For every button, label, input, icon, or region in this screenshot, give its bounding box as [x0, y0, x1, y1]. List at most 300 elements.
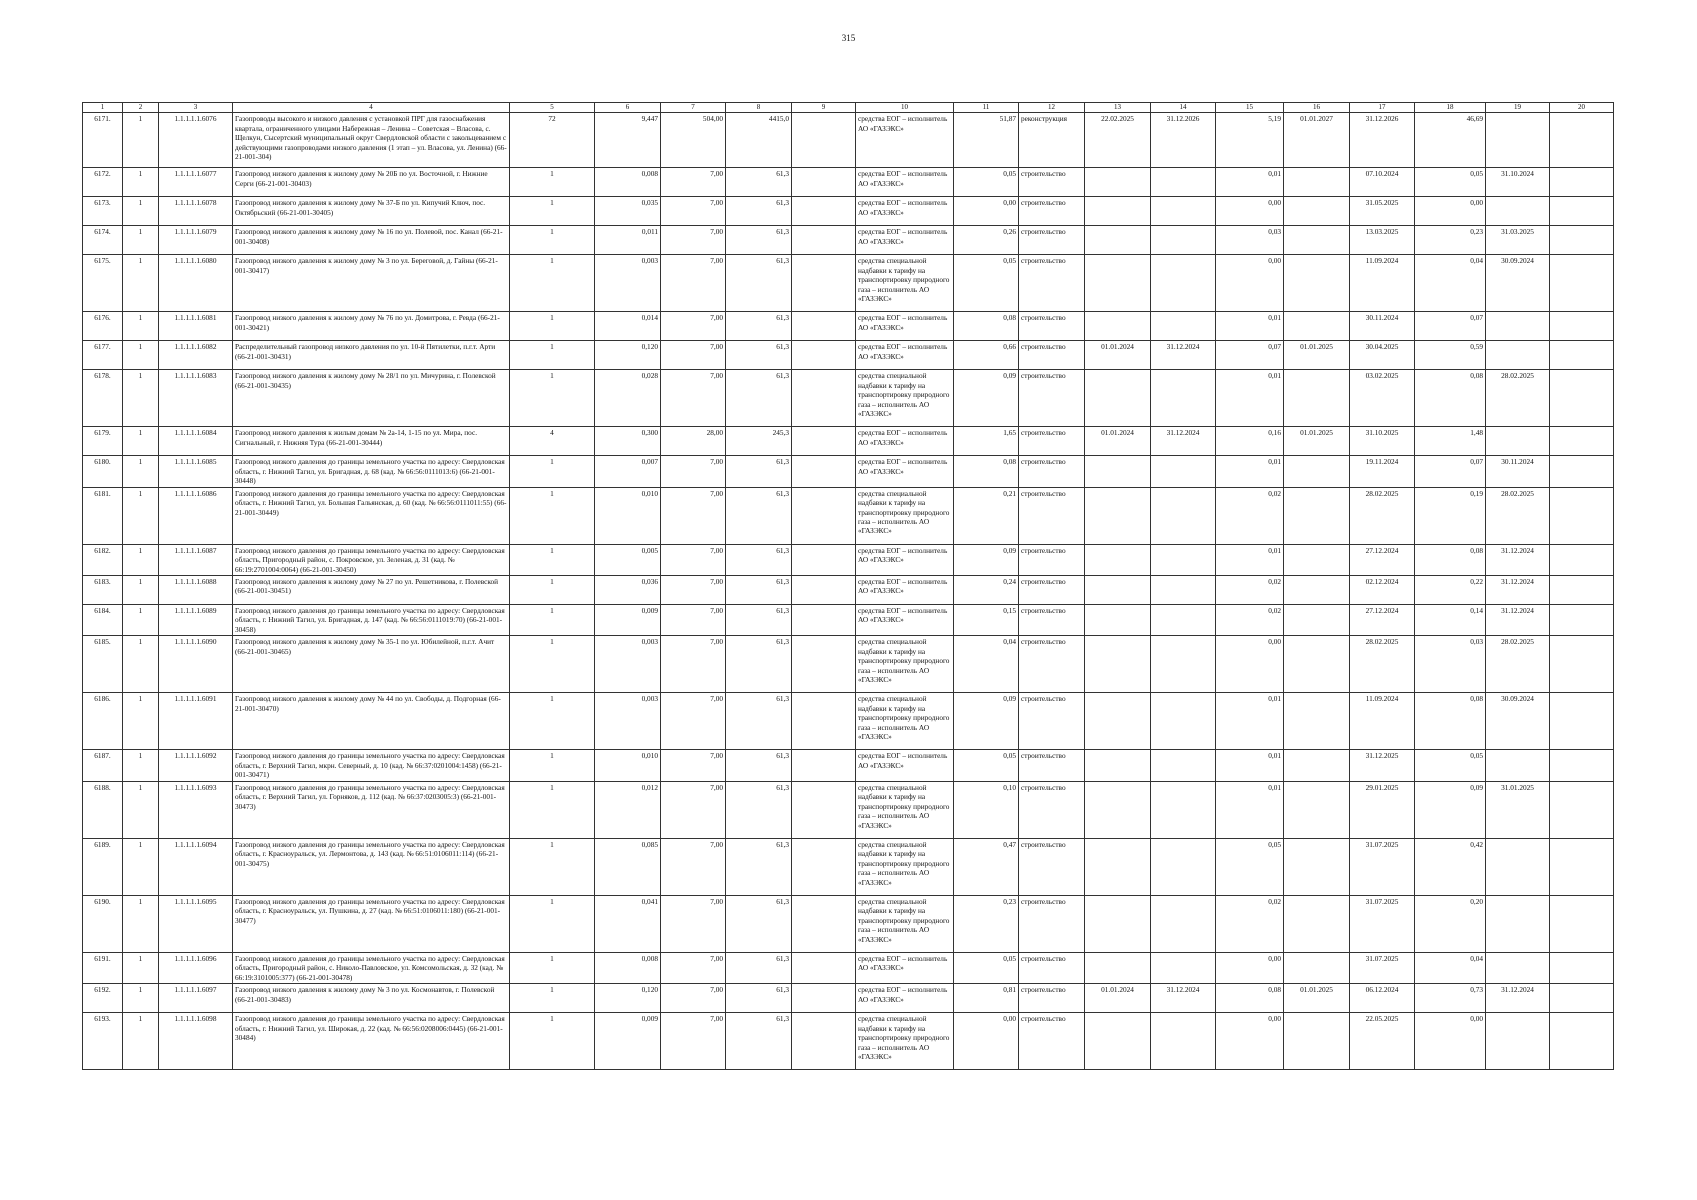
units-cell: 1: [510, 636, 595, 693]
quantity-flag-cell: 1: [123, 984, 159, 1013]
quantity-flag-cell: 1: [123, 636, 159, 693]
work-type-cell: строительство: [1019, 895, 1085, 952]
empty-cell: [1550, 952, 1614, 983]
units-cell: 1: [510, 456, 595, 487]
completion-date-cell: [1486, 895, 1550, 952]
capacity-cell: 7,00: [661, 1013, 726, 1070]
quantity-flag-cell: 1: [123, 693, 159, 750]
cost-part-cell: 0,02: [1216, 487, 1284, 544]
column-number-row: [83, 103, 1614, 113]
completion-date-cell: 30.09.2024: [1486, 255, 1550, 312]
length-cell: 0,008: [595, 952, 661, 983]
object-name-cell: Газопровод низкого давления к жилому дому № 20Б по ул. Восточной, г. Нижние Серги (66-21-001-30403): [233, 168, 510, 197]
residual-cost-cell: 0,07: [1415, 456, 1486, 487]
capacity-cell: 7,00: [661, 750, 726, 781]
object-name-cell: Газопровод низкого давления до границы земельного участка по адресу: Свердловская область, г. Красноуральск, ул. Лермонтова, д. 143 (кад. № 66:51:0106011:114) (66-21-001-30475): [233, 838, 510, 895]
cost-part-cell: 0,03: [1216, 226, 1284, 255]
commission-start-cell: [1284, 312, 1350, 341]
cost-part-cell: 0,00: [1216, 636, 1284, 693]
column-number-header: 14: [1151, 103, 1216, 113]
cost-cell: 0,24: [954, 576, 1019, 605]
object-name-cell: Газопровод низкого давления до границы земельного участка по адресу: Свердловская область, г. Нижний Тагил, ул. Широкая, д. 22 (кад. № 66:56:0208006:0445) (66-21-001-30484): [233, 1013, 510, 1070]
volume-cell: 61,3: [726, 487, 792, 544]
commission-start-cell: 01.01.2025: [1284, 427, 1350, 456]
capacity-cell: 7,00: [661, 312, 726, 341]
row-number-cell: 6188.: [83, 781, 123, 838]
work-type-cell: строительство: [1019, 693, 1085, 750]
volume-cell: 61,3: [726, 952, 792, 983]
residual-cost-cell: 0,05: [1415, 750, 1486, 781]
table-row: [83, 1013, 1614, 1070]
quantity-flag-cell: 1: [123, 838, 159, 895]
length-cell: 0,028: [595, 370, 661, 427]
commission-start-cell: [1284, 952, 1350, 983]
page-number: 315: [841, 33, 856, 43]
residual-cost-cell: 0,09: [1415, 781, 1486, 838]
work-type-cell: строительство: [1019, 427, 1085, 456]
quantity-flag-cell: 1: [123, 544, 159, 575]
object-name-cell: Газопровод низкого давления до границы земельного участка по адресу: Свердловская область, г. Верхний Тагил, ул. Горняков, д. 112 (кад. № 66:37:0203005:3) (66-21-001-30473): [233, 781, 510, 838]
object-code-cell: 1.1.1.1.1.6080: [159, 255, 233, 312]
cost-cell: 0,81: [954, 984, 1019, 1013]
commission-date-cell: 07.10.2024: [1350, 168, 1415, 197]
start-date-cell: 01.01.2024: [1085, 341, 1151, 370]
empty-cell: [792, 487, 856, 544]
quantity-flag-cell: 1: [123, 576, 159, 605]
column-number-header: 4: [233, 103, 510, 113]
object-code-cell: 1.1.1.1.1.6079: [159, 226, 233, 255]
cost-cell: 0,04: [954, 636, 1019, 693]
table-row: [83, 197, 1614, 226]
completion-date-cell: 31.03.2025: [1486, 226, 1550, 255]
residual-cost-cell: 0,20: [1415, 895, 1486, 952]
cost-part-cell: 5,19: [1216, 113, 1284, 168]
cost-part-cell: 0,02: [1216, 895, 1284, 952]
quantity-flag-cell: 1: [123, 226, 159, 255]
volume-cell: 61,3: [726, 750, 792, 781]
object-code-cell: 1.1.1.1.1.6076: [159, 113, 233, 168]
object-name-cell: Газопровод низкого давления к жилому дому № 28/1 по ул. Мичурина, г. Полевской (66-21-001-30435): [233, 370, 510, 427]
completion-date-cell: 28.02.2025: [1486, 370, 1550, 427]
units-cell: 1: [510, 544, 595, 575]
units-cell: 1: [510, 750, 595, 781]
funding-source-cell: средства ЕОГ – исполнитель АО «ГАЗЭКС»: [856, 952, 954, 983]
units-cell: 1: [510, 487, 595, 544]
length-cell: 0,009: [595, 1013, 661, 1070]
empty-cell: [792, 427, 856, 456]
cost-cell: 0,05: [954, 750, 1019, 781]
cost-cell: 0,21: [954, 487, 1019, 544]
funding-source-cell: средства ЕОГ – исполнитель АО «ГАЗЭКС»: [856, 427, 954, 456]
capacity-cell: 7,00: [661, 984, 726, 1013]
object-code-cell: 1.1.1.1.1.6091: [159, 693, 233, 750]
cost-part-cell: 0,05: [1216, 838, 1284, 895]
quantity-flag-cell: 1: [123, 197, 159, 226]
residual-cost-cell: 0,08: [1415, 370, 1486, 427]
residual-cost-cell: 0,14: [1415, 605, 1486, 636]
object-name-cell: Газопровод низкого давления до границы земельного участка по адресу: Свердловская область, г. Верхний Тагил, мкрн. Северный, д. 10 (кад. № 66:37:0201004:1458) (66-21-001-30471): [233, 750, 510, 781]
table-row: [83, 781, 1614, 838]
column-number-header: 10: [856, 103, 954, 113]
empty-cell: [792, 370, 856, 427]
completion-date-cell: [1486, 312, 1550, 341]
table-row: [83, 456, 1614, 487]
object-name-cell: Газопровод низкого давления до границы земельного участка по адресу: Свердловская область, г. Красноуральск, ул. Пушкина, д. 27 (кад. № 66:51:0106011:180) (66-21-001-30477): [233, 895, 510, 952]
object-code-cell: 1.1.1.1.1.6089: [159, 605, 233, 636]
units-cell: 1: [510, 984, 595, 1013]
cost-part-cell: 0,01: [1216, 312, 1284, 341]
end-date-cell: 31.12.2026: [1151, 113, 1216, 168]
end-date-cell: [1151, 693, 1216, 750]
empty-cell: [792, 952, 856, 983]
start-date-cell: [1085, 487, 1151, 544]
quantity-flag-cell: 1: [123, 487, 159, 544]
table-row: [83, 952, 1614, 983]
units-cell: 1: [510, 312, 595, 341]
object-code-cell: 1.1.1.1.1.6098: [159, 1013, 233, 1070]
empty-cell: [1550, 636, 1614, 693]
row-number-cell: 6184.: [83, 605, 123, 636]
start-date-cell: 01.01.2024: [1085, 427, 1151, 456]
commission-start-cell: 01.01.2025: [1284, 984, 1350, 1013]
empty-cell: [1550, 693, 1614, 750]
row-number-cell: 6178.: [83, 370, 123, 427]
completion-date-cell: [1486, 197, 1550, 226]
units-cell: 1: [510, 168, 595, 197]
units-cell: 1: [510, 370, 595, 427]
end-date-cell: [1151, 168, 1216, 197]
completion-date-cell: [1486, 750, 1550, 781]
funding-source-cell: средства ЕОГ – исполнитель АО «ГАЗЭКС»: [856, 605, 954, 636]
end-date-cell: 31.12.2024: [1151, 427, 1216, 456]
cost-cell: 0,47: [954, 838, 1019, 895]
row-number-cell: 6176.: [83, 312, 123, 341]
funding-source-cell: средства специальной надбавки к тарифу на транспортировку природного газа – исполнитель АО «ГАЗЭКС»: [856, 1013, 954, 1070]
length-cell: 0,003: [595, 693, 661, 750]
table-row: [83, 750, 1614, 781]
work-type-cell: строительство: [1019, 312, 1085, 341]
units-cell: 1: [510, 895, 595, 952]
object-name-cell: Газопровод низкого давления до границы земельного участка по адресу: Свердловская область, г. Нижний Тагил, ул. Бригадная, д. 68 (кад. № 66:56:0111013:6) (66-21-001-30448): [233, 456, 510, 487]
column-number-header: 9: [792, 103, 856, 113]
commission-start-cell: [1284, 750, 1350, 781]
capacity-cell: 7,00: [661, 636, 726, 693]
funding-source-cell: средства специальной надбавки к тарифу на транспортировку природного газа – исполнитель АО «ГАЗЭКС»: [856, 255, 954, 312]
table-body: [83, 103, 1614, 1070]
quantity-flag-cell: 1: [123, 781, 159, 838]
residual-cost-cell: 0,22: [1415, 576, 1486, 605]
investment-program-table: [82, 102, 1614, 1070]
table-row: [83, 984, 1614, 1013]
empty-cell: [1550, 427, 1614, 456]
row-number-cell: 6174.: [83, 226, 123, 255]
table-row: [83, 168, 1614, 197]
capacity-cell: 7,00: [661, 576, 726, 605]
funding-source-cell: средства ЕОГ – исполнитель АО «ГАЗЭКС»: [856, 544, 954, 575]
end-date-cell: [1151, 456, 1216, 487]
end-date-cell: [1151, 1013, 1216, 1070]
length-cell: 0,036: [595, 576, 661, 605]
row-number-cell: 6173.: [83, 197, 123, 226]
object-code-cell: 1.1.1.1.1.6081: [159, 312, 233, 341]
commission-date-cell: 13.03.2025: [1350, 226, 1415, 255]
commission-start-cell: [1284, 226, 1350, 255]
object-name-cell: Газопровод низкого давления к жилым домам № 2а-14, 1-15 по ул. Мира, пос. Сигнальный, г. Нижняя Тура (66-21-001-30444): [233, 427, 510, 456]
start-date-cell: 01.01.2024: [1085, 984, 1151, 1013]
end-date-cell: [1151, 838, 1216, 895]
volume-cell: 61,3: [726, 544, 792, 575]
completion-date-cell: 28.02.2025: [1486, 636, 1550, 693]
object-code-cell: 1.1.1.1.1.6078: [159, 197, 233, 226]
commission-start-cell: [1284, 544, 1350, 575]
start-date-cell: [1085, 952, 1151, 983]
end-date-cell: [1151, 750, 1216, 781]
commission-start-cell: [1284, 781, 1350, 838]
object-code-cell: 1.1.1.1.1.6097: [159, 984, 233, 1013]
row-number-cell: 6171.: [83, 113, 123, 168]
residual-cost-cell: 0,04: [1415, 952, 1486, 983]
column-number-header: 17: [1350, 103, 1415, 113]
commission-date-cell: 11.09.2024: [1350, 255, 1415, 312]
empty-cell: [792, 838, 856, 895]
commission-date-cell: 30.11.2024: [1350, 312, 1415, 341]
empty-cell: [792, 226, 856, 255]
capacity-cell: 7,00: [661, 168, 726, 197]
cost-part-cell: 0,07: [1216, 341, 1284, 370]
commission-start-cell: [1284, 693, 1350, 750]
object-code-cell: 1.1.1.1.1.6096: [159, 952, 233, 983]
work-type-cell: строительство: [1019, 636, 1085, 693]
empty-cell: [1550, 456, 1614, 487]
work-type-cell: строительство: [1019, 197, 1085, 226]
units-cell: 1: [510, 197, 595, 226]
work-type-cell: строительство: [1019, 838, 1085, 895]
quantity-flag-cell: 1: [123, 456, 159, 487]
capacity-cell: 7,00: [661, 952, 726, 983]
object-code-cell: 1.1.1.1.1.6087: [159, 544, 233, 575]
completion-date-cell: 30.09.2024: [1486, 693, 1550, 750]
capacity-cell: 7,00: [661, 341, 726, 370]
table-row: [83, 605, 1614, 636]
end-date-cell: [1151, 636, 1216, 693]
object-name-cell: Газопровод низкого давления к жилому дому № 35-1 по ул. Юбилейной, п.г.т. Ачит (66-21-001-30465): [233, 636, 510, 693]
empty-cell: [1550, 255, 1614, 312]
table-row: [83, 341, 1614, 370]
quantity-flag-cell: 1: [123, 895, 159, 952]
table-row: [83, 838, 1614, 895]
work-type-cell: строительство: [1019, 226, 1085, 255]
commission-start-cell: [1284, 895, 1350, 952]
end-date-cell: [1151, 781, 1216, 838]
commission-date-cell: 30.04.2025: [1350, 341, 1415, 370]
column-number-header: 3: [159, 103, 233, 113]
commission-date-cell: 02.12.2024: [1350, 576, 1415, 605]
funding-source-cell: средства специальной надбавки к тарифу на транспортировку природного газа – исполнитель АО «ГАЗЭКС»: [856, 781, 954, 838]
work-type-cell: строительство: [1019, 168, 1085, 197]
object-code-cell: 1.1.1.1.1.6084: [159, 427, 233, 456]
commission-date-cell: 06.12.2024: [1350, 984, 1415, 1013]
length-cell: 0,003: [595, 255, 661, 312]
cost-part-cell: 0,00: [1216, 1013, 1284, 1070]
completion-date-cell: [1486, 341, 1550, 370]
row-number-cell: 6186.: [83, 693, 123, 750]
volume-cell: 61,3: [726, 168, 792, 197]
cost-part-cell: 0,02: [1216, 576, 1284, 605]
object-name-cell: Газопровод низкого давления до границы земельного участка по адресу: Свердловская область, Пригородный район, с. Николо-Павловское, ул. Комсомольская, д. 32 (кад. № 66:19:3101005:377) (66-21-001-30478): [233, 952, 510, 983]
volume-cell: 61,3: [726, 576, 792, 605]
empty-cell: [792, 456, 856, 487]
empty-cell: [792, 605, 856, 636]
volume-cell: 61,3: [726, 838, 792, 895]
cost-cell: 0,05: [954, 168, 1019, 197]
commission-date-cell: 11.09.2024: [1350, 693, 1415, 750]
quantity-flag-cell: 1: [123, 168, 159, 197]
end-date-cell: 31.12.2024: [1151, 984, 1216, 1013]
cost-cell: 1,65: [954, 427, 1019, 456]
commission-date-cell: 31.12.2026: [1350, 113, 1415, 168]
commission-start-cell: [1284, 576, 1350, 605]
object-name-cell: Газопровод низкого давления к жилому дому № 16 по ул. Полевой, пос. Канал (66-21-001-30408): [233, 226, 510, 255]
cost-part-cell: 0,01: [1216, 370, 1284, 427]
residual-cost-cell: 46,69: [1415, 113, 1486, 168]
empty-cell: [1550, 838, 1614, 895]
funding-source-cell: средства ЕОГ – исполнитель АО «ГАЗЭКС»: [856, 197, 954, 226]
volume-cell: 245,3: [726, 427, 792, 456]
end-date-cell: [1151, 370, 1216, 427]
cost-cell: 0,15: [954, 605, 1019, 636]
units-cell: 1: [510, 605, 595, 636]
object-name-cell: Газопровод низкого давления до границы земельного участка по адресу: Свердловская область, Пригородный район, с. Покровское, ул. Зеленая, д. 31 (кад. № 66:19:2701004:0064) (66-21-001-30450): [233, 544, 510, 575]
cost-part-cell: 0,01: [1216, 781, 1284, 838]
cost-cell: 0,05: [954, 952, 1019, 983]
row-number-cell: 6179.: [83, 427, 123, 456]
empty-cell: [792, 341, 856, 370]
volume-cell: 61,3: [726, 636, 792, 693]
cost-cell: 0,23: [954, 895, 1019, 952]
object-code-cell: 1.1.1.1.1.6077: [159, 168, 233, 197]
commission-start-cell: [1284, 605, 1350, 636]
units-cell: 1: [510, 781, 595, 838]
row-number-cell: 6175.: [83, 255, 123, 312]
start-date-cell: [1085, 456, 1151, 487]
empty-cell: [1550, 984, 1614, 1013]
end-date-cell: [1151, 544, 1216, 575]
commission-start-cell: 01.01.2027: [1284, 113, 1350, 168]
commission-date-cell: 31.12.2025: [1350, 750, 1415, 781]
end-date-cell: [1151, 197, 1216, 226]
end-date-cell: [1151, 895, 1216, 952]
table-row: [83, 427, 1614, 456]
commission-date-cell: 27.12.2024: [1350, 544, 1415, 575]
volume-cell: 61,3: [726, 1013, 792, 1070]
start-date-cell: [1085, 636, 1151, 693]
start-date-cell: [1085, 168, 1151, 197]
volume-cell: 61,3: [726, 341, 792, 370]
cost-cell: 0,00: [954, 1013, 1019, 1070]
object-name-cell: Газопровод низкого давления к жилому дому № 3 по ул. Космонавтов, г. Полевской (66-21-001-30483): [233, 984, 510, 1013]
cost-cell: 0,09: [954, 544, 1019, 575]
capacity-cell: 7,00: [661, 456, 726, 487]
empty-cell: [1550, 341, 1614, 370]
residual-cost-cell: 0,00: [1415, 1013, 1486, 1070]
commission-date-cell: 19.11.2024: [1350, 456, 1415, 487]
commission-start-cell: [1284, 168, 1350, 197]
object-name-cell: Газопровод низкого давления к жилому дому № 3 по ул. Береговой, д. Гайны (66-21-001-30417): [233, 255, 510, 312]
row-number-cell: 6185.: [83, 636, 123, 693]
completion-date-cell: 31.12.2024: [1486, 605, 1550, 636]
cost-part-cell: 0,01: [1216, 750, 1284, 781]
funding-source-cell: средства ЕОГ – исполнитель АО «ГАЗЭКС»: [856, 456, 954, 487]
commission-start-cell: [1284, 255, 1350, 312]
work-type-cell: строительство: [1019, 750, 1085, 781]
object-code-cell: 1.1.1.1.1.6083: [159, 370, 233, 427]
commission-date-cell: 31.07.2025: [1350, 952, 1415, 983]
cost-cell: 51,87: [954, 113, 1019, 168]
completion-date-cell: [1486, 1013, 1550, 1070]
object-code-cell: 1.1.1.1.1.6088: [159, 576, 233, 605]
commission-start-cell: [1284, 487, 1350, 544]
volume-cell: 61,3: [726, 226, 792, 255]
completion-date-cell: 31.10.2024: [1486, 168, 1550, 197]
units-cell: 1: [510, 1013, 595, 1070]
quantity-flag-cell: 1: [123, 427, 159, 456]
column-number-header: 7: [661, 103, 726, 113]
work-type-cell: строительство: [1019, 1013, 1085, 1070]
length-cell: 0,007: [595, 456, 661, 487]
capacity-cell: 7,00: [661, 544, 726, 575]
row-number-cell: 6192.: [83, 984, 123, 1013]
empty-cell: [792, 693, 856, 750]
length-cell: 0,120: [595, 984, 661, 1013]
residual-cost-cell: 0,19: [1415, 487, 1486, 544]
empty-cell: [1550, 487, 1614, 544]
residual-cost-cell: 0,04: [1415, 255, 1486, 312]
object-code-cell: 1.1.1.1.1.6090: [159, 636, 233, 693]
units-cell: 1: [510, 226, 595, 255]
table-row: [83, 226, 1614, 255]
column-number-header: 11: [954, 103, 1019, 113]
commission-date-cell: 31.07.2025: [1350, 838, 1415, 895]
row-number-cell: 6172.: [83, 168, 123, 197]
residual-cost-cell: 0,08: [1415, 544, 1486, 575]
start-date-cell: [1085, 197, 1151, 226]
empty-cell: [792, 895, 856, 952]
capacity-cell: 7,00: [661, 605, 726, 636]
empty-cell: [792, 312, 856, 341]
end-date-cell: [1151, 255, 1216, 312]
units-cell: 72: [510, 113, 595, 168]
work-type-cell: строительство: [1019, 952, 1085, 983]
funding-source-cell: средства ЕОГ – исполнитель АО «ГАЗЭКС»: [856, 113, 954, 168]
capacity-cell: 7,00: [661, 226, 726, 255]
completion-date-cell: 30.11.2024: [1486, 456, 1550, 487]
row-number-cell: 6182.: [83, 544, 123, 575]
completion-date-cell: [1486, 838, 1550, 895]
cost-part-cell: 0,00: [1216, 197, 1284, 226]
row-number-cell: 6187.: [83, 750, 123, 781]
start-date-cell: [1085, 605, 1151, 636]
units-cell: 1: [510, 576, 595, 605]
length-cell: 0,012: [595, 781, 661, 838]
column-number-header: 1: [83, 103, 123, 113]
work-type-cell: строительство: [1019, 487, 1085, 544]
table-row: [83, 636, 1614, 693]
empty-cell: [792, 781, 856, 838]
object-name-cell: Газопровод низкого давления к жилому дому № 76 по ул. Домитрова, г. Ревда (66-21-001-30421): [233, 312, 510, 341]
work-type-cell: реконструкция: [1019, 113, 1085, 168]
object-name-cell: Газопровод низкого давления до границы земельного участка по адресу: Свердловская область, г. Нижний Тагил, ул. Бригадная, д. 147 (кад. № 66:56:0111019:70) (66-21-001-30458): [233, 605, 510, 636]
work-type-cell: строительство: [1019, 255, 1085, 312]
